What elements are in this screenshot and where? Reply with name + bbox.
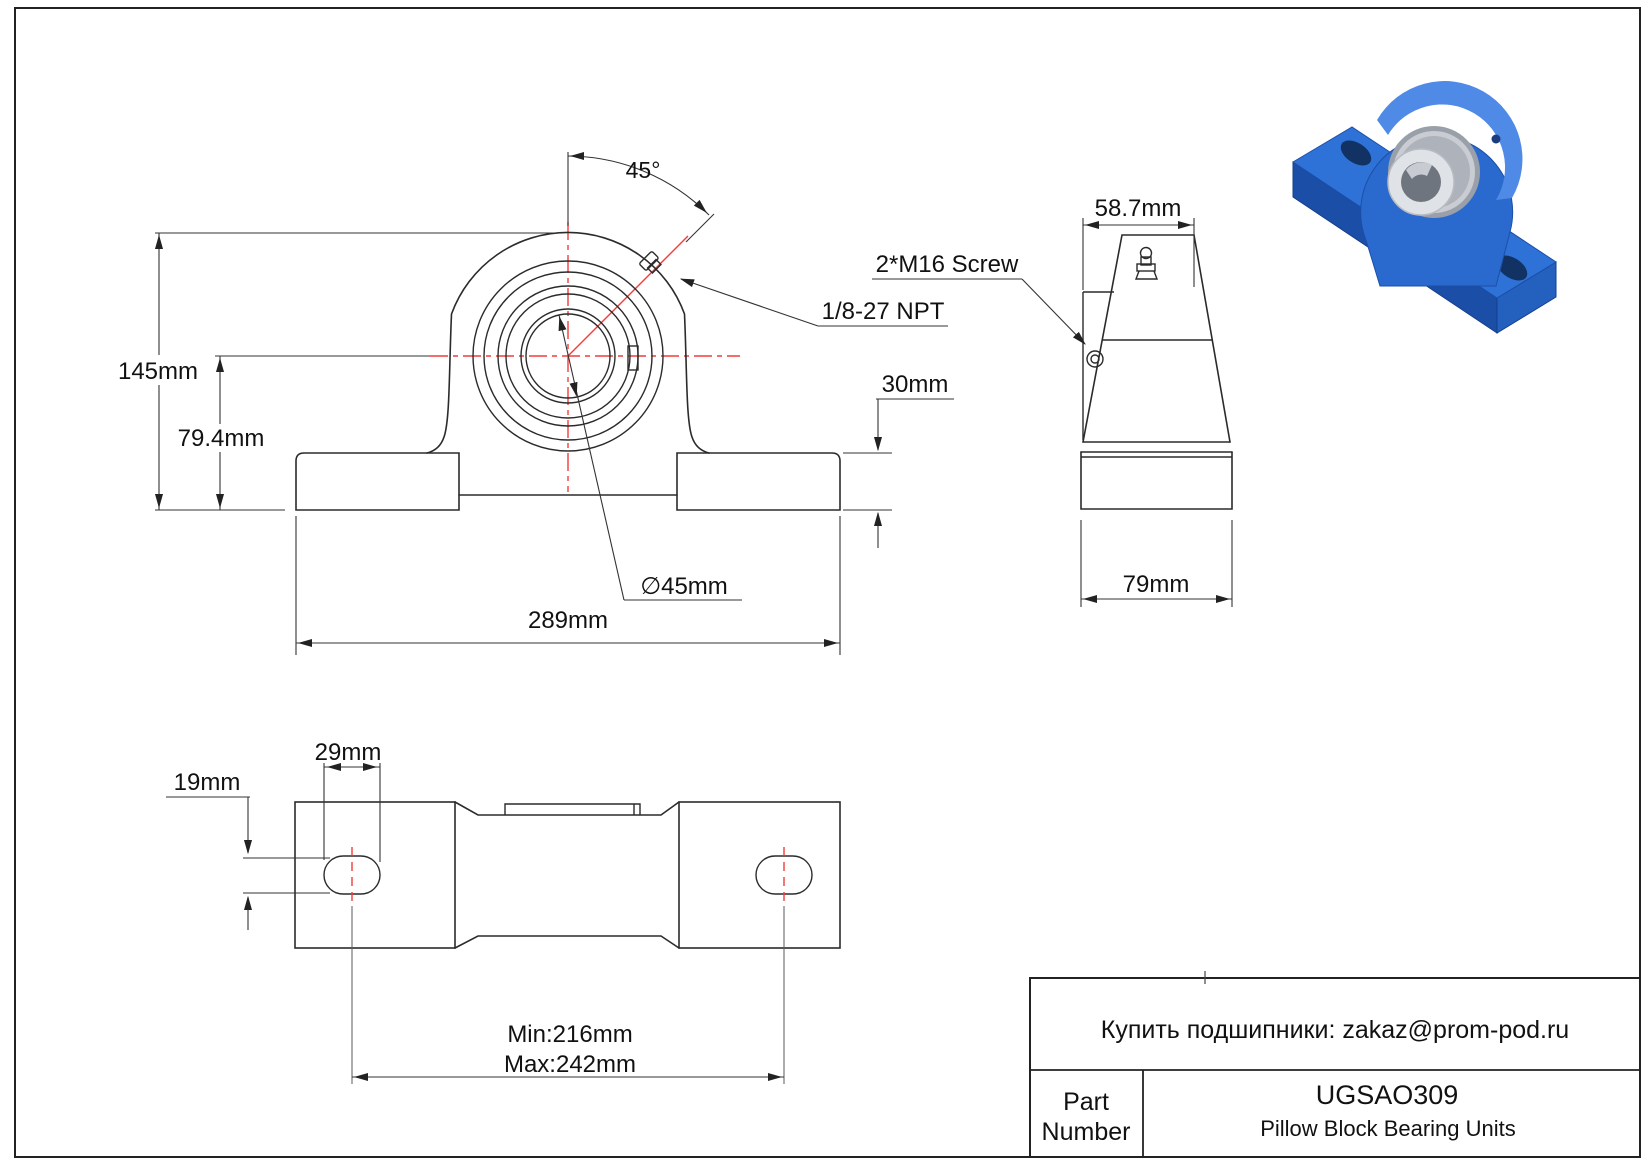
angle-arrow-end — [700, 206, 706, 212]
right-slot — [756, 856, 812, 894]
bore-leader-line — [559, 315, 624, 600]
bore-arrow-top — [560, 318, 562, 329]
center-height-label: 79.4mm — [177, 425, 265, 452]
side-base-block — [1081, 452, 1232, 509]
product-3d-render — [1293, 81, 1556, 333]
slotheight-label: 19mm — [173, 769, 241, 796]
contact-text: Купить подшипники: zakaz@prom-pod.ru — [1100, 1016, 1570, 1044]
topwidth-label: 58.7mm — [1094, 195, 1182, 222]
npt-label: 1/8-27 NPT — [821, 298, 945, 325]
side-view — [872, 195, 1232, 607]
spacing-max-label: Max:242mm — [503, 1051, 637, 1078]
bottom-view — [166, 739, 840, 1084]
right-foot — [677, 453, 840, 510]
npt-leader-line — [681, 279, 818, 326]
cap-tab — [505, 804, 640, 815]
angle-label: 45° — [625, 157, 661, 183]
part-label-line1: Part — [1063, 1088, 1109, 1116]
slotwidth-label: 29mm — [314, 739, 382, 766]
screw-leader-line — [1022, 279, 1085, 344]
bottom-right-foot — [679, 802, 840, 948]
web-bottom-edge — [455, 936, 679, 948]
height-label: 145mm — [117, 358, 199, 385]
front-view — [116, 152, 954, 655]
title-block — [1030, 971, 1640, 1157]
left-foot — [296, 453, 459, 510]
side-setscrew-outer — [1087, 351, 1103, 367]
screw-label: 2*M16 Screw — [875, 251, 1019, 278]
side-housing-outline — [1083, 235, 1230, 442]
part-label-line2: Number — [1041, 1118, 1131, 1146]
angle-tick — [686, 214, 714, 242]
bottom-left-foot — [295, 802, 455, 948]
thickness-label: 30mm — [881, 371, 949, 398]
part-number-value: UGSAO309 — [1315, 1080, 1459, 1110]
depth-label: 79mm — [1122, 571, 1190, 598]
spacing-min-label: Min:216mm — [507, 1021, 633, 1048]
grease-zerk-icon — [1136, 248, 1157, 280]
part-description: Pillow Block Bearing Units — [1260, 1116, 1516, 1141]
render-setscrew — [1492, 135, 1501, 144]
base-width-label: 289mm — [527, 607, 609, 634]
side-setscrew-inner — [1091, 355, 1099, 363]
left-slot — [324, 856, 380, 894]
bore-label: ∅45mm — [640, 573, 728, 600]
